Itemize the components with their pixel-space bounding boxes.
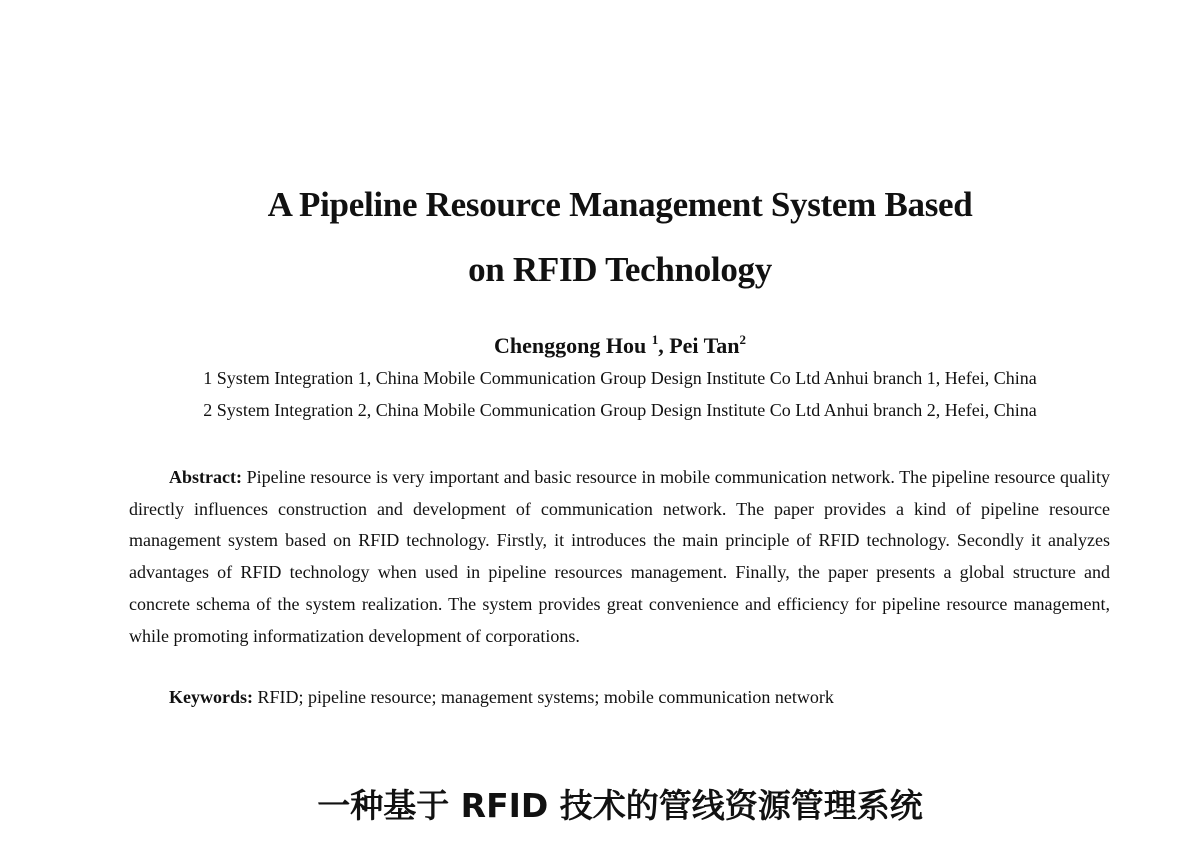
author-affiliation-marker: 2 bbox=[739, 332, 747, 347]
keywords-text: RFID; pipeline resource; management systems; mobile communication network bbox=[257, 687, 834, 707]
abstract-text: Pipeline resource is very important and basic resource in mobile communication network. The pipeline resource quality directly influences construction and development of communication network. The paper provides a kind of pipeline resource management system based on RFID technology. Firstly, it introduces the main principle of RFID technology. Secondly it analyzes advantages of RFID technology when used in pipeline resources management. Finally, the paper presents a global structure and concrete schema of the system realization. The system provides great convenience and efficiency for pipeline resource management, while promoting informatization development of corporations. bbox=[129, 467, 1110, 646]
abstract-label: Abstract: bbox=[169, 467, 242, 487]
author-list bbox=[0, 332, 1200, 359]
author-affiliation-marker: 1 bbox=[651, 332, 659, 347]
abstract-paragraph bbox=[129, 462, 1110, 652]
keywords-label: Keywords: bbox=[169, 687, 253, 707]
author-name: Pei Tan bbox=[669, 333, 740, 358]
paper-title-line-2: on RFID Technology bbox=[468, 250, 772, 289]
author-name: Chenggong Hou bbox=[493, 333, 647, 358]
author-separator: , bbox=[658, 333, 670, 358]
keywords-line bbox=[169, 687, 834, 708]
chinese-title: 一种基于 RFID 技术的管线资源管理系统 bbox=[317, 786, 923, 825]
affiliation: 1 System Integration 1, China Mobile Communication Group Design Institute Co Ltd Anhui branch 1, Hefei, China bbox=[203, 368, 1037, 388]
paper-title-line-1: A Pipeline Resource Management System Based bbox=[267, 185, 973, 224]
affiliation: 2 System Integration 2, China Mobile Communication Group Design Institute Co Ltd Anhui branch 2, Hefei, China bbox=[203, 400, 1037, 420]
